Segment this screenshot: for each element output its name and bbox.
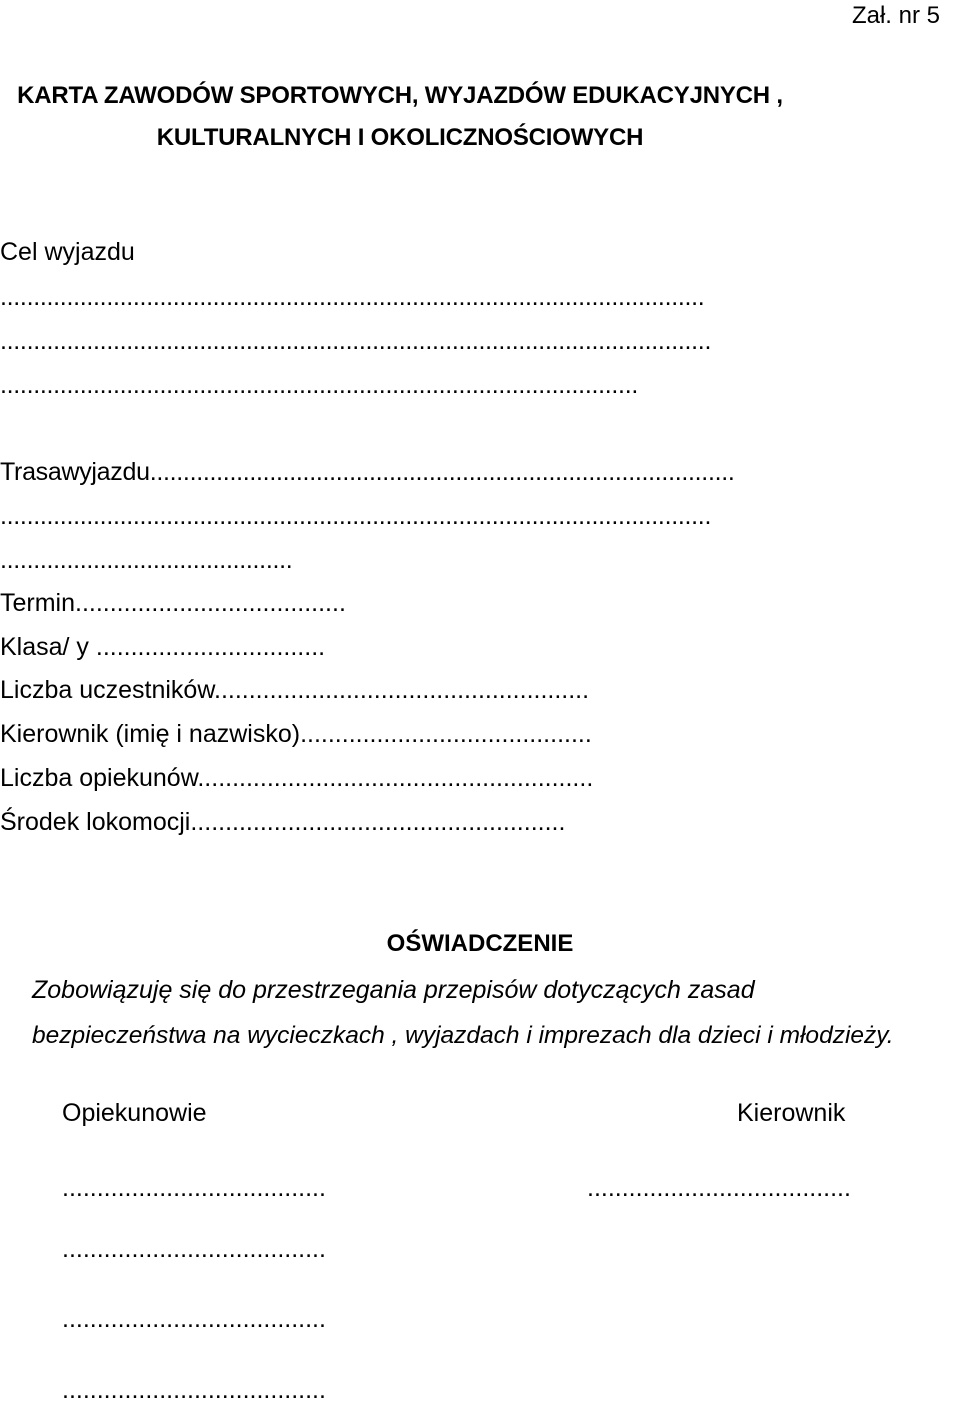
liczba-opiekunow-field[interactable]: Liczba opiekunów.........................................................	[0, 764, 594, 792]
srodek-lokomocji-field[interactable]: Środek lokomocji......................................................	[0, 808, 566, 836]
guardian-signature-3[interactable]: ......................................	[62, 1305, 326, 1333]
statement-text-line2: bezpieczeństwa na wycieczkach , wyjazdach i imprezach dla dzieci i młodzieży.	[32, 1022, 894, 1049]
cel-wyjazdu-dots-1[interactable]: ..........................................................................................................	[0, 283, 705, 311]
trasa-wyjazdu-field[interactable]: Trasawyjazdu........................................................................................	[0, 458, 735, 486]
leader-signature[interactable]: ......................................	[587, 1174, 851, 1202]
guardian-signature-1[interactable]: ......................................	[62, 1174, 326, 1202]
klasa-field[interactable]: Klasa/ y .................................	[0, 633, 326, 661]
attachment-label: Zał. nr 5	[851, 2, 940, 29]
guardian-signature-2[interactable]: ......................................	[62, 1235, 326, 1263]
guardian-signature-4[interactable]: ......................................	[62, 1376, 326, 1404]
trasa-wyjazdu-dots-2[interactable]: ............................................	[0, 546, 293, 574]
document-title-line1: KARTA ZAWODÓW SPORTOWYCH, WYJAZDÓW EDUKACYJNYCH ,	[17, 82, 783, 109]
statement-heading: OŚWIADCZENIE	[386, 930, 574, 957]
trasa-wyjazdu-dots-1[interactable]: ...........................................................................................................	[0, 502, 712, 530]
termin-field[interactable]: Termin.......................................	[0, 589, 346, 617]
document-title-line2: KULTURALNYCH I OKOLICZNOŚCIOWYCH	[156, 124, 644, 151]
guardians-label: Opiekunowie	[62, 1099, 207, 1127]
cel-wyjazdu-label: Cel wyjazdu	[0, 238, 135, 266]
liczba-uczestnikow-field[interactable]: Liczba uczestników......................................................	[0, 676, 590, 704]
cel-wyjazdu-dots-3[interactable]: ................................................................................................	[0, 371, 638, 399]
leader-label: Kierownik	[737, 1099, 846, 1127]
cel-wyjazdu-dots-2[interactable]: ...........................................................................................................	[0, 327, 712, 355]
statement-text-line1: Zobowiązuję się do przestrzegania przepisów dotyczących zasad	[32, 976, 755, 1004]
kierownik-field[interactable]: Kierownik (imię i nazwisko)..........................................	[0, 720, 592, 748]
